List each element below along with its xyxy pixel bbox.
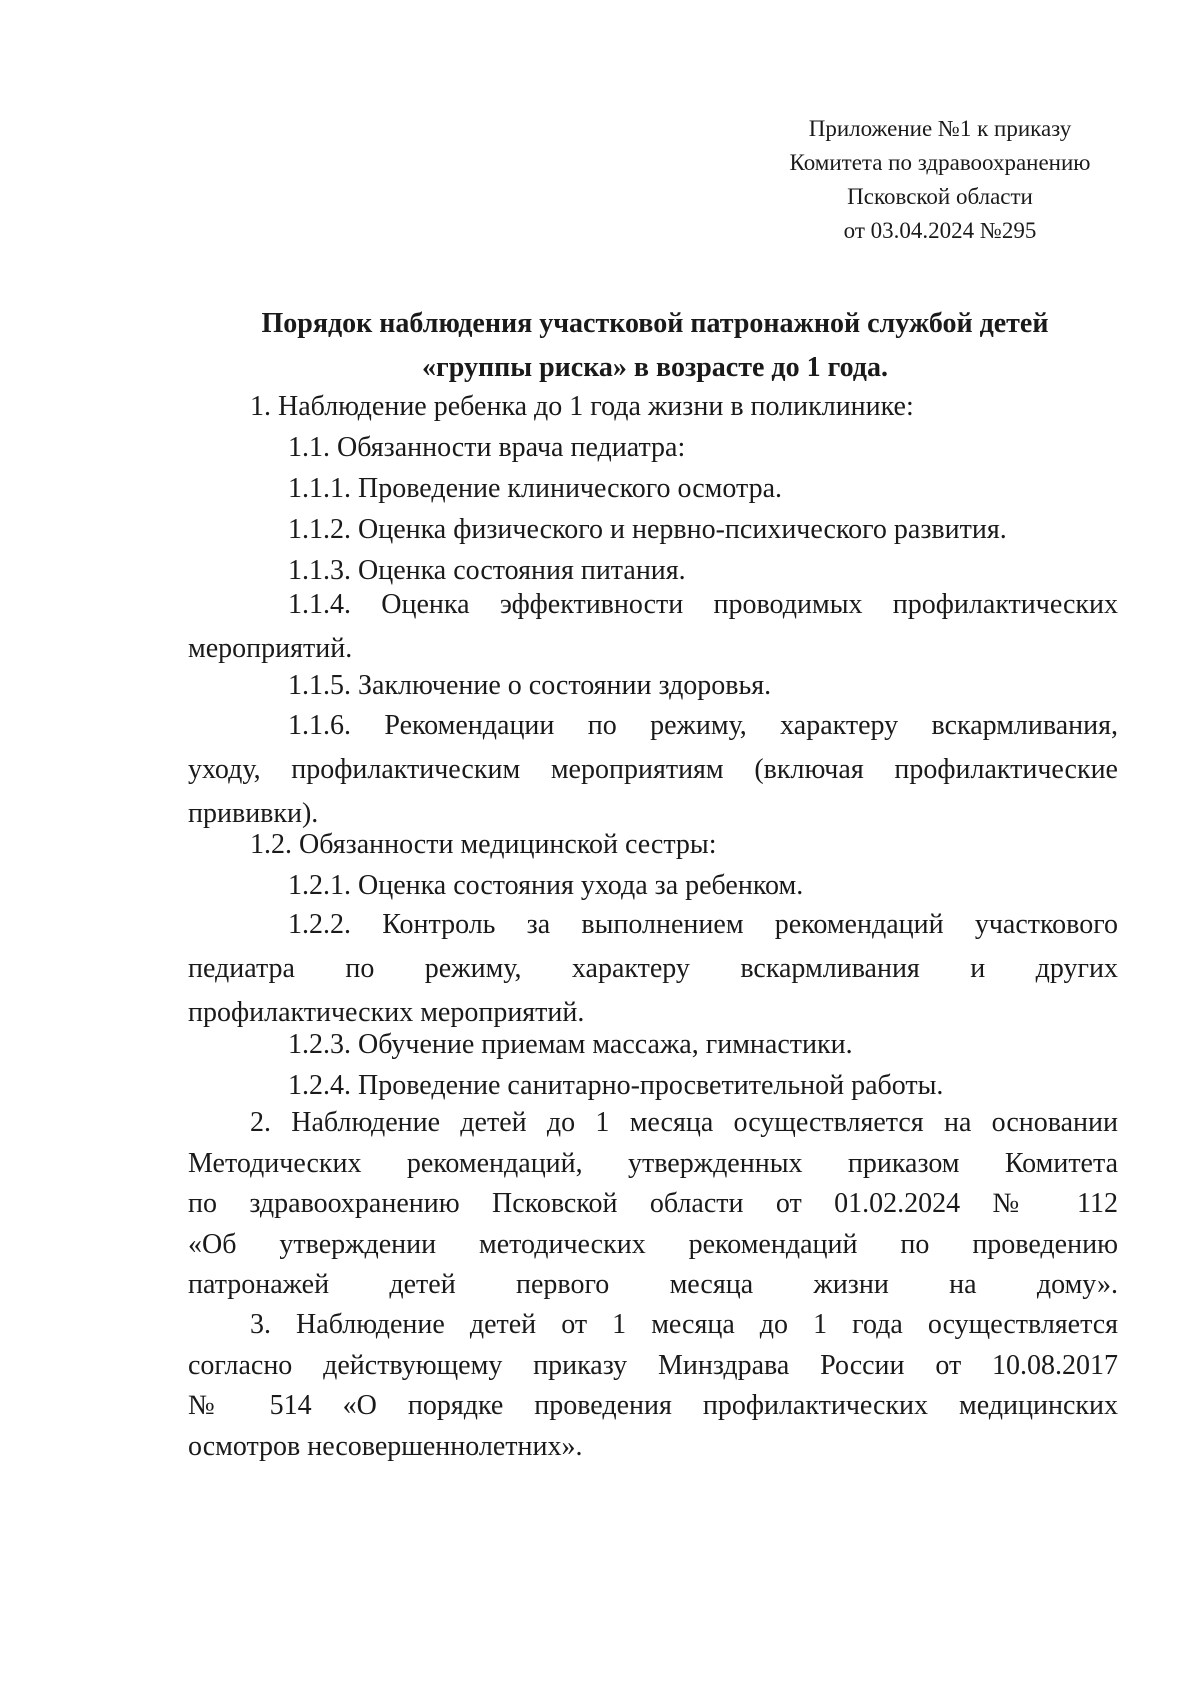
item-1-1-4 (188, 583, 1118, 671)
title-line: Порядок наблюдения участковой патронажной службой детей (261, 308, 1049, 339)
item-1-2-3: 1.2.3. Обучение приемам массажа, гимнастики. (288, 1029, 853, 1060)
item-1-1-4-line: мероприятий. (188, 633, 353, 664)
item-1-1-4-line: 1.1.4. Оценка эффективности проводимых профилактических (288, 589, 1118, 620)
item-1-2-3-4 (188, 1023, 1118, 1108)
item-2-line: «Об утверждении методических рекомендаций по проведению (188, 1228, 1118, 1260)
item-1-2: 1.2. Обязанности медицинской сестры: (250, 829, 717, 860)
appendix-line: Комитета по здравоохранению (789, 150, 1091, 175)
item-1-2-2 (188, 903, 1118, 1035)
item-1-2-4: 1.2.4. Проведение санитарно-просветительной работы. (288, 1070, 944, 1101)
item-2-line: по здравоохранению Псковской области от 01.02.2024 № 112 (188, 1188, 1118, 1219)
item-3-line: осмотров несовершеннолетних». (188, 1430, 583, 1462)
item-1-2-1: 1.2.1. Оценка состояния ухода за ребенком. (288, 870, 804, 901)
appendix-line: Псковской области (847, 184, 1033, 209)
item-2-line: патронажей детей первого месяца жизни на дому». (188, 1269, 1118, 1300)
item-1-2-2-line: 1.2.2. Контроль за выполнением рекомендаций участкового (288, 909, 1118, 940)
appendix-line: Приложение №1 к приказу (808, 116, 1072, 141)
item-1-2-2-line: педиатра по режиму, характеру вскармливания и других (188, 953, 1118, 984)
item-1: 1. Наблюдение ребенка до 1 года жизни в поликлинике: (250, 391, 914, 422)
document-title (190, 302, 1120, 390)
item-2-line: Методических рекомендаций, утвержденных приказом Комитета (188, 1147, 1118, 1179)
section-3 (188, 1305, 1118, 1467)
item-1-1-1: 1.1.1. Проведение клинического осмотра. (288, 473, 783, 504)
item-1-1-3: 1.1.3. Оценка состояния питания. (288, 555, 686, 586)
item-1-1-6-line: прививки). (188, 798, 319, 829)
title-line: «группы риска» в возрасте до 1 года. (422, 352, 888, 383)
item-1-1-5-line: 1.1.5. Заключение о состоянии здоровья. (288, 670, 772, 701)
section-2 (188, 1103, 1118, 1306)
item-1-1-6-line: 1.1.6. Рекомендации по режиму, характеру вскармливания, (288, 710, 1118, 741)
item-1-2-group (188, 823, 1118, 908)
item-2-line: 2. Наблюдение детей до 1 месяца осуществляется на основании (250, 1107, 1118, 1138)
item-1-1-6-line: уходу, профилактическим мероприятиям (включая профилактические (188, 754, 1118, 785)
item-3-line: согласно действующему приказу Минздрава России от 10.08.2017 (188, 1349, 1118, 1381)
item-1-1-6 (188, 704, 1118, 836)
item-1-1-2: 1.1.2. Оценка физического и нервно-психического развития. (288, 514, 1007, 545)
item-1-1: 1.1. Обязанности врача педиатра: (288, 432, 686, 463)
appendix-date-line: от 03.04.2024 №295 (843, 218, 1037, 243)
section-1 (188, 385, 1118, 593)
item-3-line: № 514 «О порядке проведения профилактических медицинских (188, 1390, 1118, 1421)
item-1-1-5 (188, 664, 1118, 708)
item-1-2-2-line: профилактических мероприятий. (188, 997, 585, 1028)
appendix-header (770, 112, 1110, 248)
item-3-line: 3. Наблюдение детей от 1 месяца до 1 года осуществляется (250, 1309, 1118, 1340)
